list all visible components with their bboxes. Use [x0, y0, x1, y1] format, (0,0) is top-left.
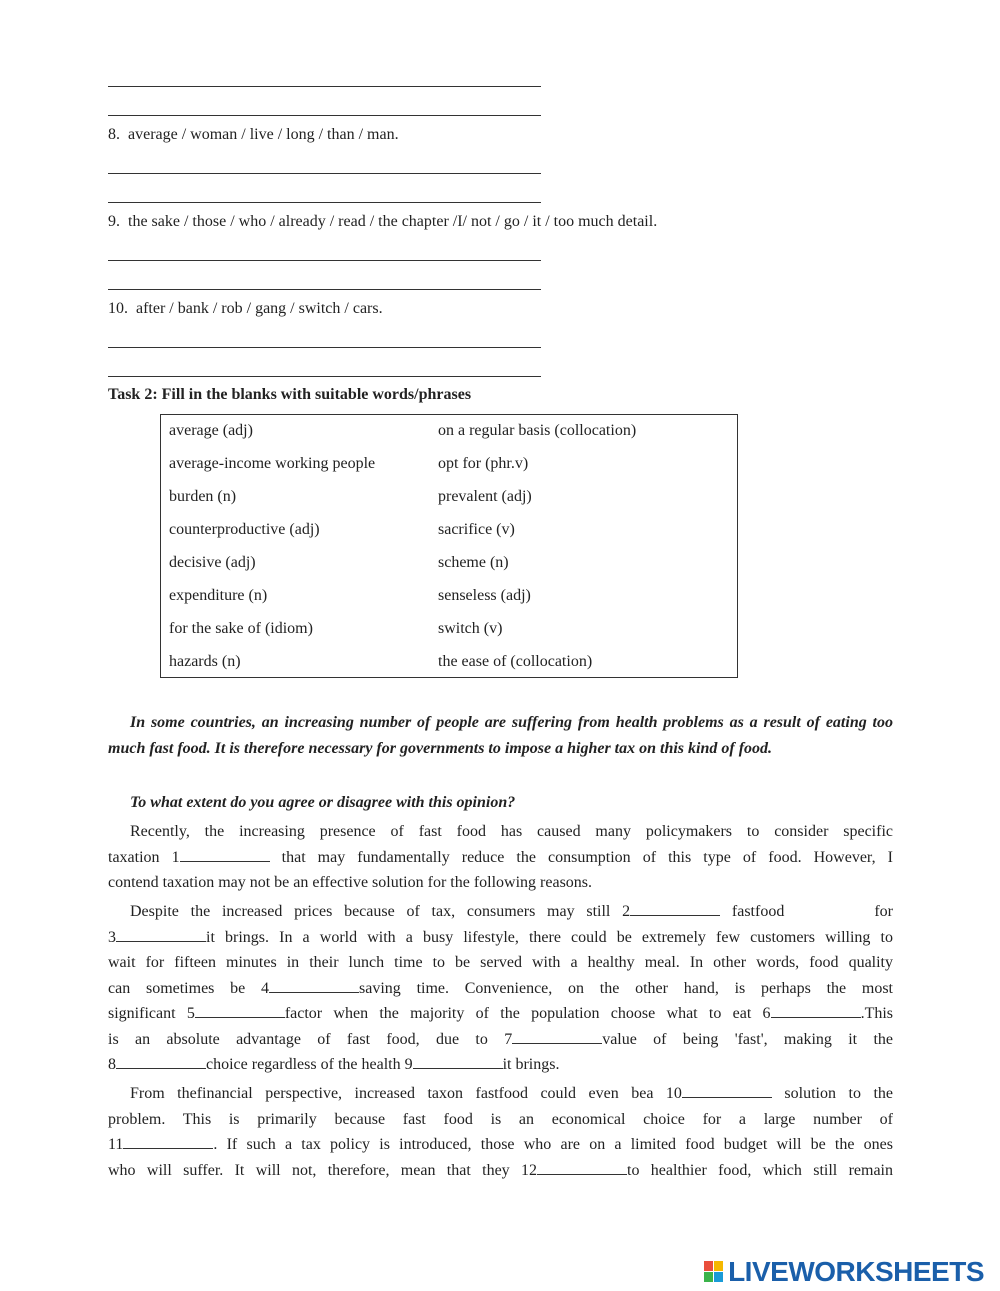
paragraph-line: is an absolute advantage of fast food, due to 7 value of being 'fast', making it the [108, 1027, 893, 1053]
blank-12[interactable] [537, 1158, 627, 1175]
essay-paragraph-2 [108, 899, 893, 1078]
vocabulary-table [160, 414, 738, 678]
answer-line[interactable] [108, 115, 541, 116]
answer-line[interactable] [108, 376, 541, 377]
exercise-9 [108, 212, 657, 232]
vocab-row [161, 547, 737, 580]
exercise-number: 8. [108, 126, 120, 143]
paragraph-line: Recently, the increasing presence of fast food has caused many policymakers to consider specific [130, 823, 893, 840]
vocab-item: burden (n) [169, 488, 237, 505]
exercise-text: average / woman / live / long / than / man. [128, 126, 399, 143]
paragraph-line: contend taxation may not be an effective solution for the following reasons. [108, 874, 593, 891]
exercise-number: 10. [108, 300, 128, 317]
answer-line[interactable] [108, 260, 541, 261]
task-title: Task 2: Fill in the blanks with suitable words/phrases [108, 386, 472, 403]
vocab-item: senseless (adj) [438, 587, 531, 604]
vocab-row [161, 514, 737, 547]
paragraph-line: 11 . If such a tax policy is introduced, those who are on a limited food budget will be the ones [108, 1132, 893, 1158]
blank-3[interactable] [116, 925, 206, 942]
vocab-item: opt for (phr.v) [438, 455, 529, 472]
blank-5[interactable] [195, 1001, 285, 1018]
vocab-item: switch (v) [438, 620, 503, 637]
essay-question: To what extent do you agree or disagree with this opinion? [130, 794, 516, 811]
vocab-row [161, 646, 737, 679]
vocab-item: prevalent (adj) [438, 488, 532, 505]
blank-9[interactable] [413, 1052, 503, 1069]
blank-1[interactable] [180, 845, 270, 862]
paragraph-line: problem. This is primarily because fast food is an economical choice for a large number of [108, 1110, 893, 1128]
vocab-item: average (adj) [169, 422, 253, 439]
essay-prompt: In some countries, an increasing number of people are suffering from health problems as a result of eating too much fast food. It is therefore necessary for governments to impose a higher tax on this kind of food. [108, 714, 893, 757]
exercise-8 [108, 125, 399, 145]
vocab-item: for the sake of (idiom) [169, 620, 313, 637]
answer-line[interactable] [108, 86, 541, 87]
vocab-item: scheme (n) [438, 554, 509, 571]
vocab-item: sacrifice (v) [438, 521, 515, 538]
vocab-item: the ease of (collocation) [438, 653, 593, 670]
blank-11[interactable] [123, 1132, 213, 1149]
vocab-item: average-income working people [169, 455, 376, 472]
paragraph-line: wait for fifteen minutes in their lunch time to be served with a healthy meal. In other words, food quality [108, 954, 893, 971]
paragraph-line: significant 5 factor when the majority of the population choose what to eat 6 .This [108, 1001, 893, 1027]
liveworksheets-logo-icon [704, 1261, 724, 1283]
vocab-row [161, 481, 737, 514]
vocab-row [161, 448, 737, 481]
essay-paragraph-1 [108, 819, 893, 896]
exercise-text: the sake / those / who / already / read / the chapter /I/ not / go / it / too much detail. [128, 213, 658, 230]
vocab-item: on a regular basis (collocation) [438, 422, 637, 439]
answer-line[interactable] [108, 289, 541, 290]
exercise-10 [108, 299, 383, 319]
brand-name: LIVEWORKSHEETS [728, 1256, 984, 1287]
paragraph-line: taxation 1 that may fundamentally reduce the consumption of this type of food. However, I [108, 845, 893, 871]
vocab-item: counterproductive (adj) [169, 521, 320, 538]
exercise-text: after / bank / rob / gang / switch / cars. [136, 300, 383, 317]
answer-line[interactable] [108, 173, 541, 174]
exercise-number: 9. [108, 213, 120, 230]
paragraph-line: who will suffer. It will not, therefore, mean that they 12 to healthier food, which still remain [108, 1158, 893, 1184]
vocab-row [161, 613, 737, 646]
vocab-item: decisive (adj) [169, 554, 256, 571]
blank-4[interactable] [269, 976, 359, 993]
vocab-row [161, 415, 737, 448]
blank-2[interactable] [630, 899, 720, 916]
blank-8[interactable] [116, 1052, 206, 1069]
vocab-item: hazards (n) [169, 653, 241, 670]
blank-6[interactable] [771, 1001, 861, 1018]
answer-line[interactable] [108, 347, 541, 348]
vocab-item: expenditure (n) [169, 587, 268, 604]
essay-paragraph-3 [108, 1081, 893, 1183]
vocab-row [161, 580, 737, 613]
paragraph-line: 8 choice regardless of the health 9 it brings. [108, 1052, 893, 1078]
liveworksheets-logo [704, 1256, 984, 1288]
paragraph-line: Despite the increased prices because of tax, consumers may still 2 fastfood for [108, 899, 893, 925]
answer-line[interactable] [108, 202, 541, 203]
paragraph-line: 3 it brings. In a world with a busy lifestyle, there could be extremely few customers willing to [108, 925, 893, 951]
paragraph-line: can sometimes be 4 saving time. Convenience, on the other hand, is perhaps the most [108, 976, 893, 1002]
blank-7[interactable] [512, 1027, 602, 1044]
blank-10[interactable] [682, 1081, 772, 1098]
paragraph-line: From thefinancial perspective, increased taxon fastfood could even bea 10 solution to the [108, 1081, 893, 1107]
